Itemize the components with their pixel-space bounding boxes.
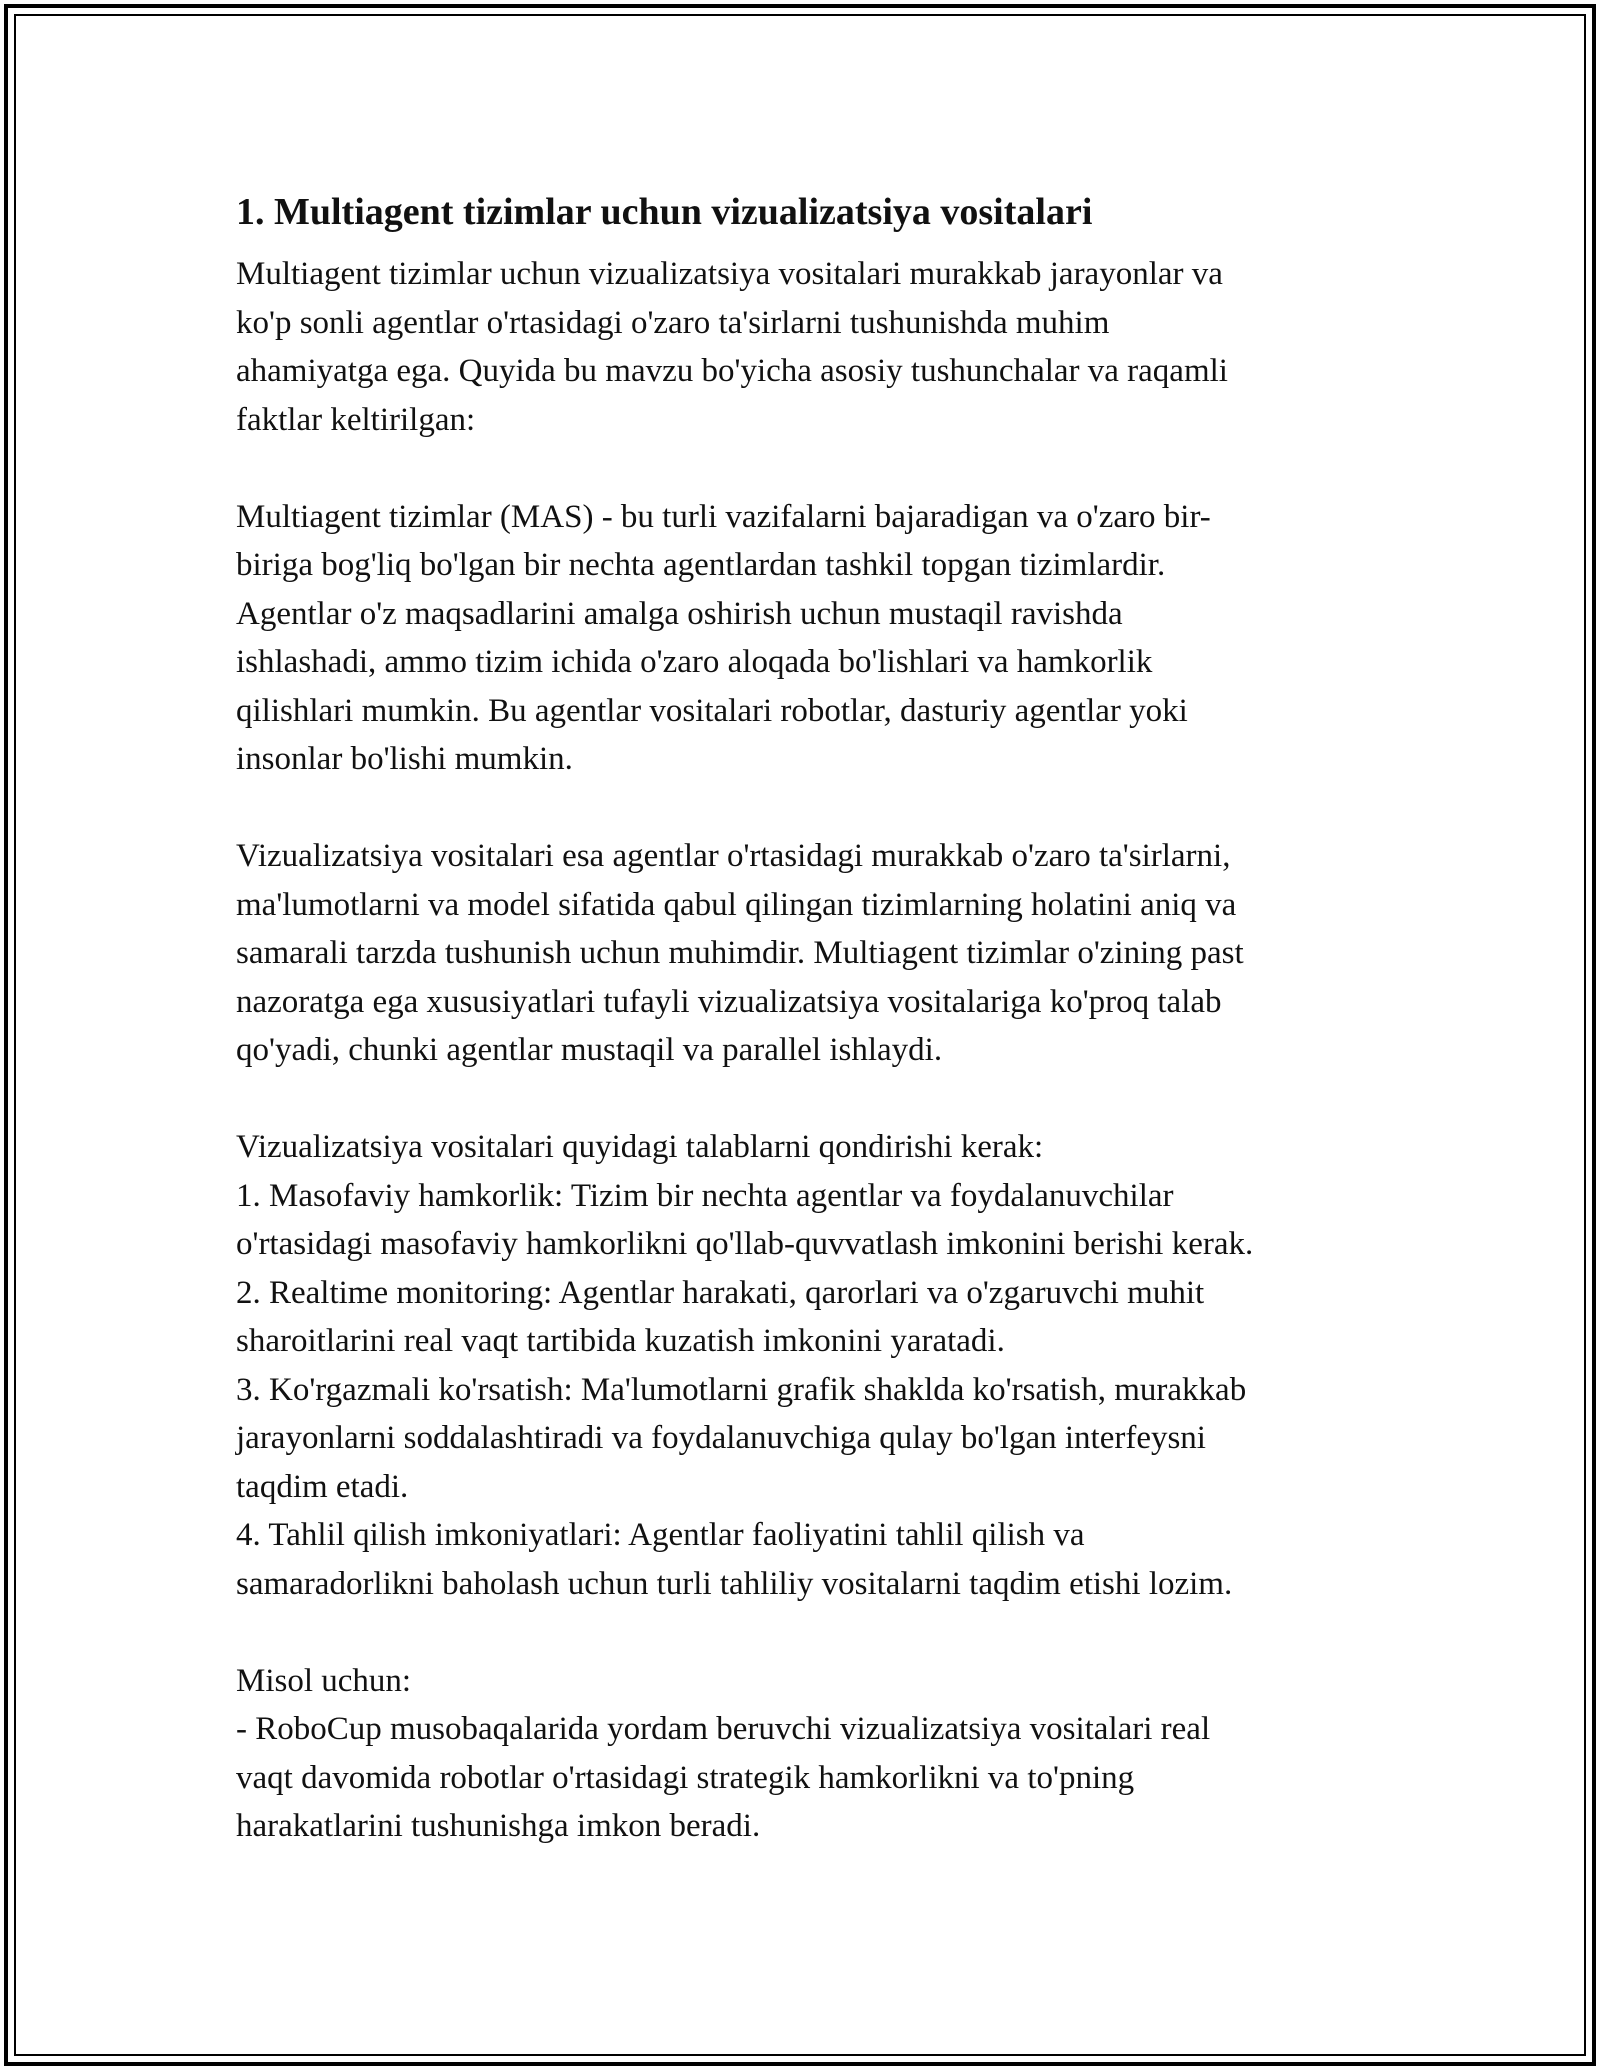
document-title: 1. Multiagent tizimlar uchun vizualizatsiya vositalari [236,191,1093,233]
text-line: taqdim etadi. [236,1468,409,1505]
text-line: Vizualizatsiya vositalari quyidagi talablarni qondirishi kerak: [236,1129,1044,1165]
document-body [236,186,1396,1899]
text-line: nazoratga ega xususiyatlari tufayli vizualizatsiya vositalariga ko'proq talab [236,983,1222,1020]
text-line: jarayonlarni soddalashtiradi va foydalanuvchiga qulay bo'lgan interfeysni [236,1420,1206,1456]
text-line: ma'lumotlarni va model sifatida qabul qilingan tizimlarning holatini aniq va [236,886,1237,923]
text-line: sharoitlarini real vaqt tartibida kuzatish imkonini yaratadi. [236,1323,1005,1359]
list-item: 1. Masofaviy hamkorlik: Tizim bir nechta agentlar va foydalanuvchilar [236,1177,1174,1214]
text-line: qo'yadi, chunki agentlar mustaqil va parallel ishlaydi. [236,1032,943,1068]
paragraph-visualization-importance [236,832,1396,1075]
text-line: samarali tarzda tushunish uchun muhimdir. Multiagent tizimlar o'zining past [236,935,1244,971]
list-item: 2. Realtime monitoring: Agentlar harakati, qarorlari va o'zgaruvchi muhit [236,1274,1205,1311]
text-line: o'rtasidagi masofaviy hamkorlikni qo'llab-quvvatlash imkonini berishi kerak. [236,1226,1254,1262]
list-item: - RoboCup musobaqalarida yordam beruvchi vizualizatsiya vositalari real [236,1711,1211,1747]
list-item: 4. Tahlil qilish imkoniyatlari: Agentlar faoliyatini tahlil qilish va [236,1517,1085,1553]
text-line: samaradorlikni baholash uchun turli tahliliy vositalarni taqdim etishi lozim. [236,1565,1233,1602]
list-item: 3. Ko'rgazmali ko'rsatish: Ma'lumotlarni grafik shaklda ko'rsatish, murakkab [236,1371,1247,1408]
text-line: qilishlari mumkin. Bu agentlar vositalari robotlar, dasturiy agentlar yoki [236,692,1188,729]
text-line: ahamiyatga ega. Quyida bu mavzu bo'yicha asosiy tushunchalar va raqamli [236,353,1228,389]
text-line: Multiagent tizimlar (MAS) - bu turli vazifalarni bajaradigan va o'zaro bir- [236,498,1211,535]
text-line: Agentlar o'z maqsadlarini amalga oshirish uchun mustaqil ravishda [236,595,1123,632]
text-line: ishlashadi, ammo tizim ichida o'zaro aloqada bo'lishlari va hamkorlik [236,644,1153,680]
text-line: insonlar bo'lishi mumkin. [236,741,573,777]
text-line: biriga bog'liq bo'lgan bir nechta agentlardan tashkil topgan tizimlardir. [236,547,1166,583]
paragraph-requirements-list [236,1123,1396,1608]
text-line: faktlar keltirilgan: [236,401,476,438]
paragraph-intro [236,250,1396,444]
text-line: vaqt davomida robotlar o'rtasidagi strategik hamkorlikni va to'pning [236,1759,1135,1796]
paragraph-mas-definition [236,493,1396,784]
text-line: harakatlarini tushunishga imkon beradi. [236,1808,761,1844]
paragraph-example [236,1657,1396,1851]
text-line: Misol uchun: [236,1662,412,1699]
text-line: Vizualizatsiya vositalari esa agentlar o'rtasidagi murakkab o'zaro ta'sirlarni, [236,838,1231,874]
text-line: Multiagent tizimlar uchun vizualizatsiya vositalari murakkab jarayonlar va [236,256,1223,292]
text-line: ko'p sonli agentlar o'rtasidagi o'zaro ta'sirlarni tushunishda muhim [236,304,1110,341]
